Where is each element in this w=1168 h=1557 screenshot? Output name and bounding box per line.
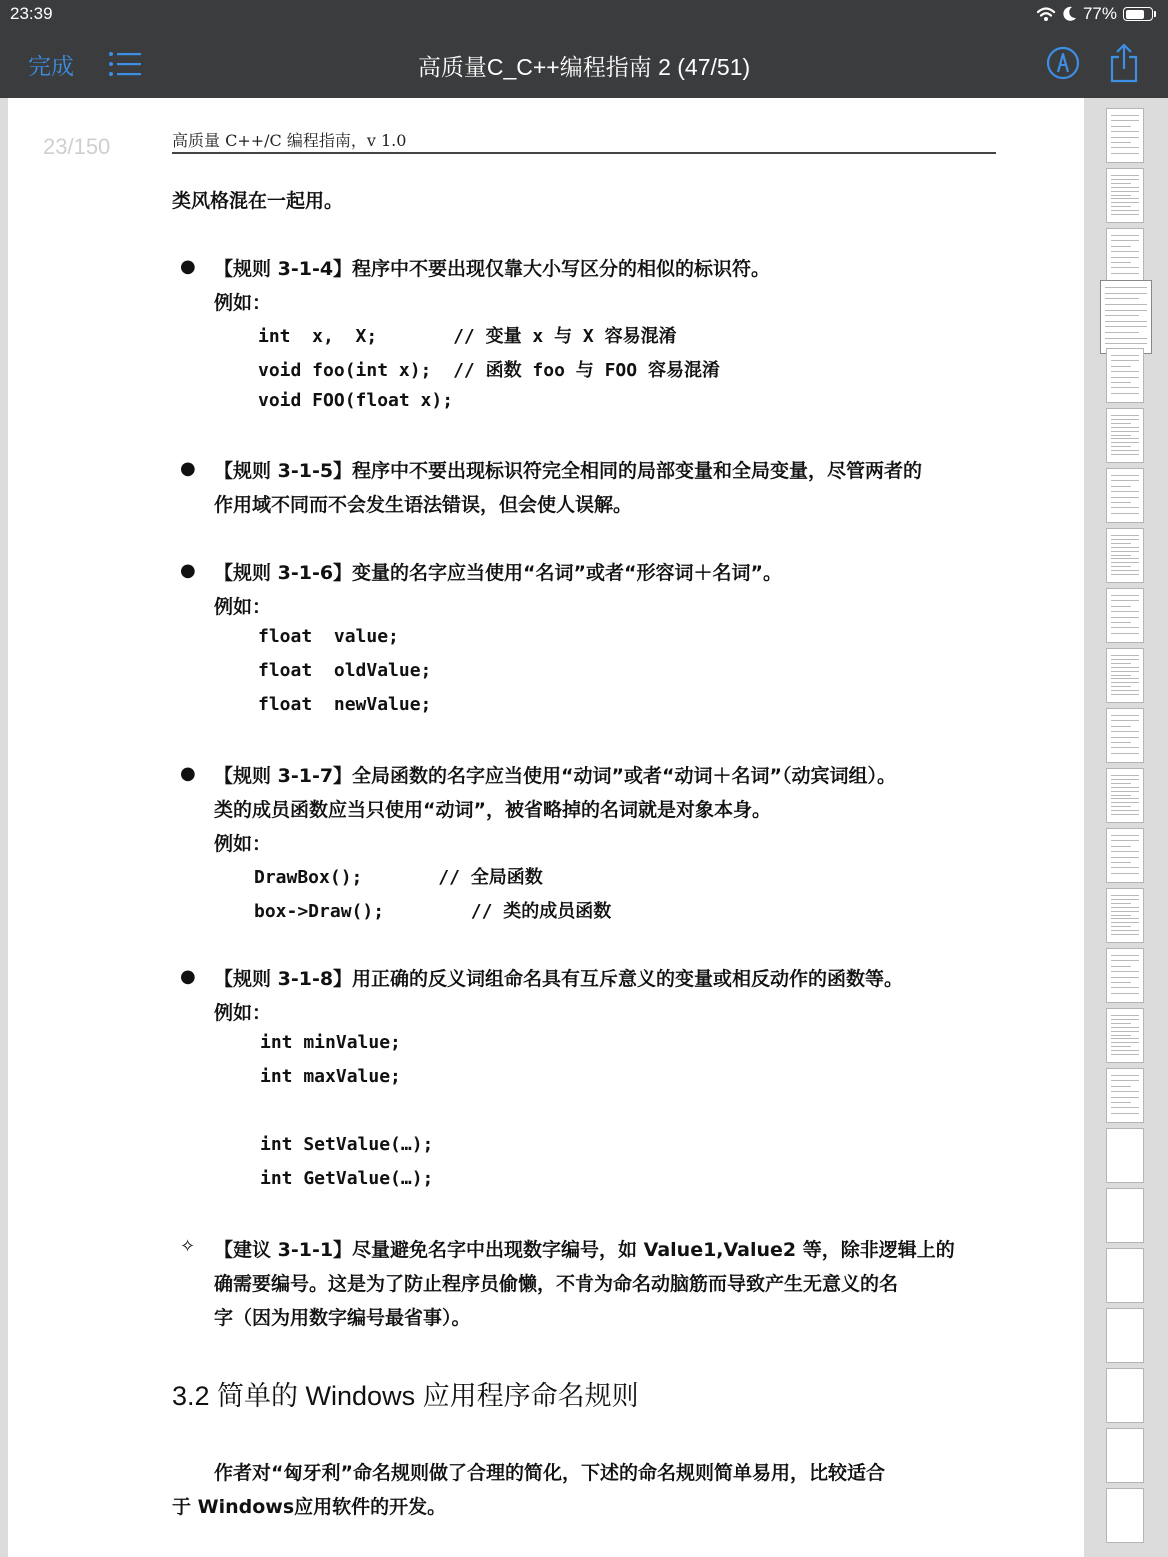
thumbnail-text-line (1111, 911, 1139, 912)
page-thumbnail[interactable] (1106, 1428, 1144, 1483)
thumbnail-text-line (1111, 1015, 1139, 1016)
page-thumbnail[interactable] (1106, 1068, 1144, 1123)
bullet: ● (180, 560, 196, 581)
done-button[interactable]: 完成 (28, 53, 74, 79)
thumbnail-text-line (1105, 315, 1139, 316)
thumbnail-text-line (1111, 382, 1131, 383)
status-time: 23:39 (10, 4, 53, 23)
thumbnail-text-line (1111, 491, 1139, 492)
thumbnail-rail[interactable] (1084, 98, 1168, 1557)
thumbnail-text-line (1111, 787, 1139, 788)
thumbnail-text-line (1111, 1019, 1139, 1020)
thumbnail-text-line (1111, 663, 1131, 664)
thumbnail-text-line (1111, 747, 1139, 748)
code-line: int maxValue; (260, 1066, 401, 1087)
thumbnail-text-line (1111, 273, 1139, 274)
page-thumbnail[interactable] (1106, 1188, 1144, 1243)
page-thumbnail[interactable] (1106, 1128, 1144, 1183)
thumbnail-text-line (1111, 806, 1131, 807)
thumbnail-text-line (1111, 1054, 1139, 1055)
thumbnail-text-line (1111, 655, 1139, 656)
suggestion-icon: ✧ (180, 1236, 196, 1257)
status-icons (1036, 4, 1156, 24)
thumbnail-text-line (1111, 191, 1139, 192)
thumbnail-text-line (1111, 955, 1139, 956)
thumbnail-text-line (1111, 595, 1139, 596)
page-thumbnail[interactable] (1106, 1368, 1144, 1423)
code-line: float value; (258, 626, 399, 647)
thumbnail-text-line (1111, 907, 1139, 908)
thumbnail-text-line (1111, 862, 1131, 863)
thumbnail-text-line (1111, 814, 1139, 815)
thumbnail-text-line (1111, 1091, 1139, 1092)
battery-percent: 77% (1082, 4, 1117, 23)
thumbnail-text-line (1111, 147, 1139, 148)
thumbnail-text-line (1111, 246, 1131, 247)
battery-icon (1123, 7, 1153, 21)
page-thumbnail[interactable] (1106, 528, 1144, 583)
thumbnail-text-line (1111, 987, 1139, 988)
thumbnail-text-line (1111, 1102, 1131, 1103)
thumbnail-text-line (1111, 387, 1139, 388)
thumbnail-text-line (1111, 450, 1139, 451)
code-line: DrawBox(); // 全局函数 (254, 867, 543, 888)
thumbnail-text-line (1111, 210, 1139, 211)
thumbnail-text-line (1111, 715, 1139, 716)
thumbnail-text-line (1111, 867, 1139, 868)
thumbnail-text-line (1111, 507, 1139, 508)
thumbnail-text-line (1111, 475, 1139, 476)
thumbnail-text-line (1111, 600, 1139, 601)
thumbnail-text-line (1111, 360, 1139, 361)
thumbnail-text-line (1111, 183, 1131, 184)
thumbnail-text-line (1111, 240, 1139, 241)
thumbnail-text-line (1111, 551, 1139, 552)
thumbnail-text-line (1111, 1023, 1131, 1024)
thumbnail-text-line (1105, 321, 1147, 322)
code-line: box->Draw(); // 类的成员函数 (254, 901, 612, 922)
thumbnail-text-line (1111, 202, 1139, 203)
thumbnail-text-line (1111, 1027, 1139, 1028)
running-header: 高质量 C++/C 编程指南，v 1.0 (172, 128, 996, 154)
page-indicator: 23/150 (43, 134, 111, 159)
page-thumbnail[interactable] (1106, 168, 1144, 223)
thumbnail-text-line (1111, 791, 1139, 792)
thumbnail-text-line (1111, 198, 1139, 199)
page-thumbnail[interactable] (1106, 828, 1144, 883)
thumbnail-text-line (1111, 857, 1139, 858)
thumbnail-text-line (1111, 720, 1139, 721)
thumbnail-text-line (1111, 438, 1139, 439)
thumbnail-text-line (1111, 262, 1131, 263)
page-thumbnail[interactable] (1106, 108, 1144, 163)
thumbnail-text-line (1111, 1031, 1139, 1032)
bullet: ● (180, 458, 196, 479)
thumbnail-text-line (1111, 971, 1139, 972)
thumbnail-text-line (1111, 187, 1139, 188)
battery-level (1126, 10, 1144, 19)
thumbnail-text-line (1111, 423, 1131, 424)
rule-3-1-8: 【规则 3-1-8】用正确的反义词组命名具有互斥意义的变量或相反动作的函数等。 (214, 968, 904, 990)
thumbnail-text-line (1111, 726, 1131, 727)
thumbnail-text-line (1111, 810, 1139, 811)
thumbnail-text-line (1111, 918, 1139, 919)
document-page[interactable] (8, 98, 1084, 1557)
bullet: ● (180, 256, 196, 277)
thumbnail-text-line (1111, 633, 1139, 634)
thumbnail-text-line (1111, 795, 1131, 796)
code-line: void FOO(float x); (258, 390, 454, 411)
code-line: void foo(int x); // 函数 foo 与 FOO 容易混淆 (258, 360, 720, 381)
thumbnail-text-line (1111, 926, 1131, 927)
thumbnail-text-line (1111, 137, 1139, 138)
thumbnail-text-line (1111, 431, 1139, 432)
text-line: 确需要编号。这是为了防止程序员偷懒，不肯为命名动脑筋而导致产生无意义的名 (214, 1273, 899, 1295)
thumbnail-text-line (1111, 960, 1139, 961)
thumbnail-text-line (1111, 442, 1139, 443)
thumbnail-text-line (1111, 922, 1139, 923)
thumbnail-text-line (1111, 1097, 1139, 1098)
wifi-icon (1036, 6, 1056, 22)
thumbnail-text-line (1111, 513, 1139, 514)
thumbnail-text-line (1111, 366, 1131, 367)
thumbnail-text-line (1111, 547, 1139, 548)
markup-pen-icon[interactable] (1046, 46, 1080, 80)
thumbnail-text-line (1111, 737, 1139, 738)
thumbnail-text-line (1111, 435, 1131, 436)
page-thumbnail[interactable] (1106, 468, 1144, 523)
text-line: 作用域不同而不会发生语法错误，但会使人误解。 (214, 494, 633, 516)
thumbnail-text-line (1111, 179, 1139, 180)
thumbnail-text-line (1111, 235, 1139, 236)
thumbnail-text-line (1105, 332, 1139, 333)
thumbnail-text-line (1105, 310, 1147, 311)
thumbnail-text-line (1111, 427, 1139, 428)
thumbnail-text-line (1111, 555, 1131, 556)
thumbnail-text-line (1105, 326, 1147, 327)
page-thumbnail[interactable] (1106, 648, 1144, 703)
thumbnail-text-line (1111, 120, 1139, 121)
example-label: 例如： (214, 292, 272, 314)
thumbnail-text-line (1111, 802, 1139, 803)
thumbnail-text-line (1111, 115, 1139, 116)
thumbnail-text-line (1111, 206, 1131, 207)
thumbnail-text-line (1111, 1113, 1139, 1114)
thumbnail-text-line (1111, 783, 1131, 784)
thumbnail-text-line (1111, 570, 1139, 571)
thumbnail-text-line (1111, 779, 1139, 780)
code-line: int SetValue(…); (260, 1134, 434, 1155)
page-thumbnail[interactable] (1106, 228, 1144, 283)
thumbnail-text-line (1111, 1075, 1139, 1076)
thumbnail-text-line (1111, 1038, 1139, 1039)
thumbnail-text-line (1111, 606, 1131, 607)
thumbnail-text-line (1111, 840, 1139, 841)
thumbnail-text-line (1111, 251, 1139, 252)
example-label: 例如： (214, 596, 272, 618)
thumbnail-text-line (1111, 678, 1139, 679)
thumbnail-text-line (1111, 690, 1139, 691)
thumbnail-text-line (1111, 558, 1139, 559)
thumbnail-text-line (1111, 977, 1139, 978)
paragraph-line: 于 Windows应用软件的开发。 (172, 1496, 447, 1518)
thumbnail-text-line (1111, 1046, 1131, 1047)
text-line: 类的成员函数应当只使用“动词”，被省略掉的名词就是对象本身。 (214, 799, 771, 821)
thumbnail-text-line (1105, 343, 1147, 344)
thumbnail-text-line (1111, 446, 1131, 447)
code-line: float oldValue; (258, 660, 432, 681)
document-title: 高质量C_C++编程指南 2 (47/51) (417, 54, 751, 80)
thumbnail-text-line (1111, 543, 1131, 544)
code-line: int minValue; (260, 1032, 401, 1053)
thumbnail-text-line (1111, 846, 1131, 847)
text-line: 字（因为用数字编号最省事）。 (214, 1307, 471, 1329)
thumbnail-text-line (1111, 562, 1139, 563)
thumbnail-text-line (1111, 535, 1139, 536)
thumbnail-text-line (1111, 675, 1131, 676)
thumbnail-text-line (1111, 966, 1131, 967)
thumbnail-text-line (1111, 1050, 1139, 1051)
moon-icon (1062, 6, 1077, 22)
page-thumbnail[interactable] (1106, 708, 1144, 763)
thumbnail-text-line (1111, 1035, 1131, 1036)
thumbnail-text-line (1111, 617, 1139, 618)
thumbnail-text-line (1111, 775, 1139, 776)
thumbnail-text-line (1111, 835, 1139, 836)
thumbnail-text-line (1111, 915, 1131, 916)
rule-3-1-6: 【规则 3-1-6】变量的名字应当使用“名词”或者“形容词＋名词”。 (214, 562, 782, 584)
thumbnail-text-line (1111, 355, 1139, 356)
thumbnail-text-line (1111, 175, 1139, 176)
status-bar (0, 0, 1168, 28)
thumbnail-text-line (1111, 873, 1139, 874)
thumbnail-text-line (1111, 454, 1139, 455)
thumbnail-text-line (1111, 899, 1139, 900)
code-line: int x, X; // 变量 x 与 X 容易混淆 (258, 326, 677, 347)
thumbnail-text-line (1111, 1086, 1131, 1087)
battery-tip (1154, 11, 1156, 17)
page-thumbnail[interactable] (1106, 1008, 1144, 1063)
thumbnail-text-line (1105, 298, 1139, 299)
thumbnail-text-line (1111, 731, 1139, 732)
page-thumbnail[interactable] (1106, 888, 1144, 943)
thumbnail-text-line (1111, 371, 1139, 372)
thumbnail-text-line (1105, 338, 1147, 339)
text-line: 类风格混在一起用。 (172, 190, 344, 212)
page-thumbnail[interactable] (1106, 1308, 1144, 1363)
thumbnail-text-line (1111, 993, 1139, 994)
thumbnail-text-line (1111, 486, 1131, 487)
thumbnail-text-line (1111, 267, 1139, 268)
thumbnail-text-line (1111, 393, 1139, 394)
thumbnail-text-line (1111, 1107, 1139, 1108)
nav-bar (0, 28, 1168, 98)
thumbnail-text-line (1111, 659, 1139, 660)
thumbnail-text-line (1105, 287, 1147, 288)
thumbnail-text-line (1111, 214, 1139, 215)
page-thumbnail[interactable] (1106, 1488, 1144, 1543)
thumbnail-text-line (1111, 480, 1139, 481)
page-thumbnail-current[interactable] (1100, 280, 1152, 354)
page-thumbnail[interactable] (1106, 408, 1144, 463)
thumbnail-text-line (1105, 293, 1147, 294)
thumbnail-text-line (1111, 195, 1131, 196)
page-thumbnail[interactable] (1106, 348, 1144, 403)
share-icon[interactable] (1108, 43, 1140, 83)
rule-3-1-4: 【规则 3-1-4】程序中不要出现仅靠大小写区分的相似的标识符。 (214, 258, 771, 280)
thumbnail-text-line (1111, 566, 1131, 567)
thumbnail-text-line (1111, 539, 1139, 540)
thumbnail-text-line (1111, 131, 1139, 132)
thumbnail-text-line (1111, 851, 1139, 852)
thumbnail-text-line (1111, 415, 1139, 416)
thumbnail-text-line (1111, 622, 1131, 623)
thumbnail-text-line (1111, 377, 1139, 378)
thumbnail-text-line (1111, 142, 1131, 143)
rule-3-1-7: 【规则 3-1-7】全局函数的名字应当使用“动词”或者“动词＋名词”（动宾词组）。 (214, 765, 896, 787)
page-thumbnail[interactable] (1106, 1248, 1144, 1303)
thumbnail-text-line (1111, 667, 1139, 668)
example-label: 例如： (214, 1002, 272, 1024)
thumbnail-text-line (1111, 126, 1131, 127)
bullet: ● (180, 763, 196, 784)
thumbnail-text-line (1111, 930, 1139, 931)
page-thumbnail[interactable] (1106, 588, 1144, 643)
section-heading: 3.2 简单的 Windows 应用程序命名规则 (172, 1381, 639, 1411)
thumbnail-text-line (1111, 153, 1139, 154)
bullet: ● (180, 966, 196, 987)
thumbnail-text-line (1111, 982, 1131, 983)
thumbnail-text-line (1111, 686, 1131, 687)
thumbnail-text-line (1111, 574, 1139, 575)
thumbnail-text-line (1105, 304, 1147, 305)
rule-3-1-5: 【规则 3-1-5】程序中不要出现标识符完全相同的局部变量和全局变量，尽管两者的 (214, 460, 923, 482)
suggestion-3-1-1: 【建议 3-1-1】尽量避免名字中出现数字编号，如 Value1,Value2 等，除非逻辑上的 (214, 1239, 955, 1261)
paragraph-line: 作者对“匈牙利”命名规则做了合理的简化，下述的命名规则简单易用，比较适合 (214, 1462, 885, 1484)
thumbnail-text-line (1111, 627, 1139, 628)
thumbnail-text-line (1111, 903, 1131, 904)
thumbnail-text-line (1111, 419, 1139, 420)
thumbnail-text-line (1111, 611, 1139, 612)
page-thumbnail[interactable] (1106, 768, 1144, 823)
thumbnail-text-line (1111, 682, 1139, 683)
code-line: int GetValue(…); (260, 1168, 434, 1189)
thumbnail-text-line (1111, 1080, 1139, 1081)
thumbnail-text-line (1111, 694, 1139, 695)
code-line: float newValue; (258, 694, 432, 715)
thumbnail-text-line (1111, 497, 1139, 498)
thumbnail-text-line (1111, 753, 1139, 754)
page-thumbnail[interactable] (1106, 948, 1144, 1003)
thumbnail-text-line (1111, 502, 1131, 503)
example-label: 例如： (214, 833, 272, 855)
thumbnail-text-line (1111, 742, 1131, 743)
thumbnail-text-line (1111, 671, 1139, 672)
thumbnail-text-line (1111, 934, 1139, 935)
thumbnail-text-line (1111, 895, 1139, 896)
thumbnail-text-line (1111, 798, 1139, 799)
thumbnail-text-line (1111, 1042, 1139, 1043)
thumbnail-text-line (1111, 257, 1139, 258)
